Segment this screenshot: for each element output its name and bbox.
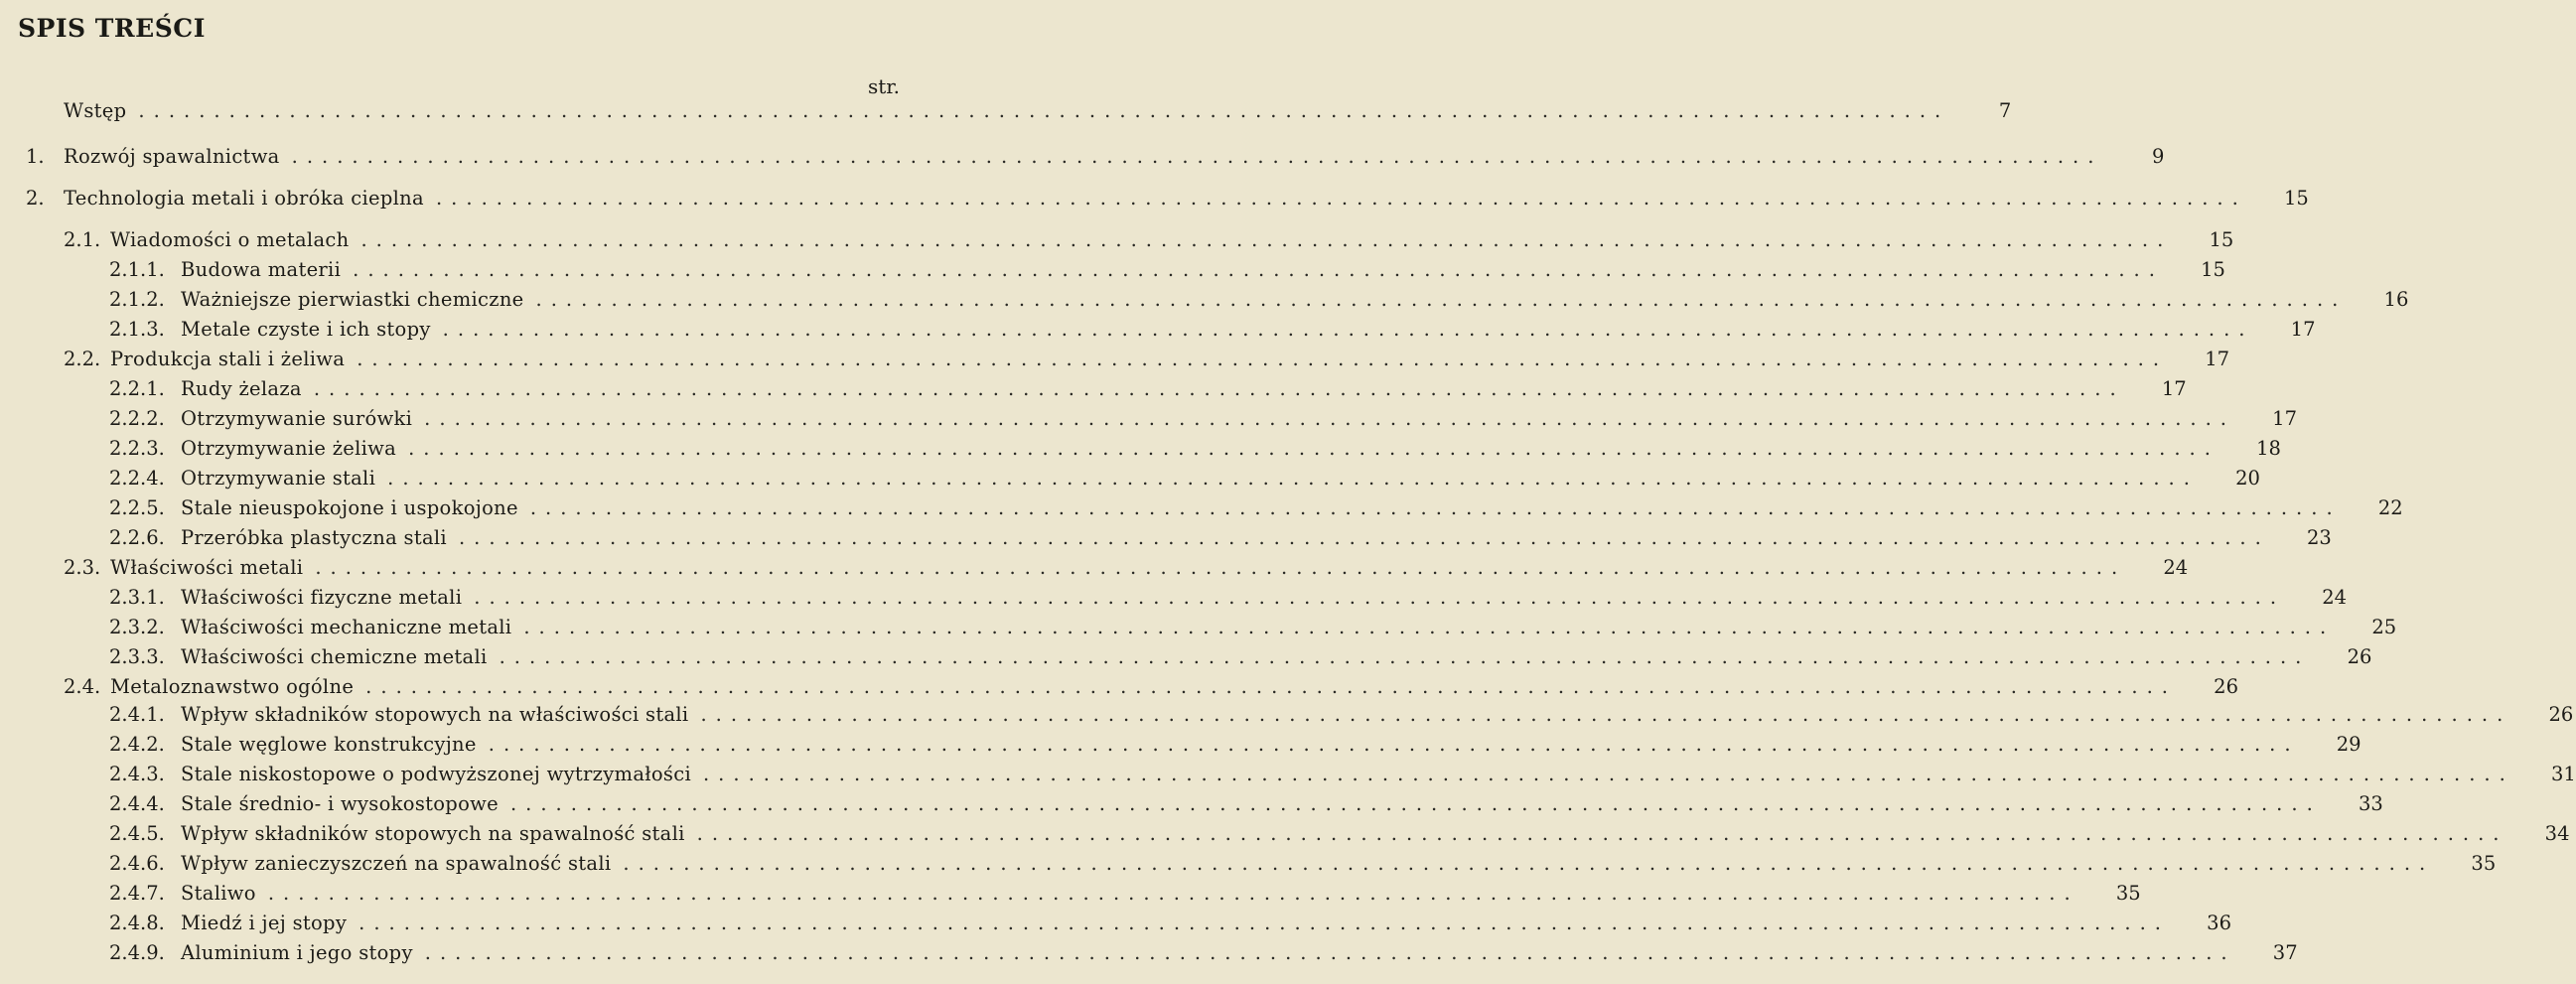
toc-entry <box>0 465 2260 492</box>
toc-entry-number: 2.4.9. <box>109 941 165 964</box>
dot-leader: ........................................................................................................................ <box>529 496 2342 519</box>
toc-entry <box>0 584 2348 612</box>
toc-entry-page: 17 <box>2205 348 2230 370</box>
toc-entry-page: 7 <box>1998 99 2012 122</box>
dot-leader: ........................................................................................................................ <box>435 187 2247 210</box>
toc-entry <box>0 761 2576 788</box>
dot-leader: ........................................................................................................................ <box>315 556 2127 579</box>
toc-entry-title: Wpływ składników stopowych na właściwości stali <box>181 703 689 726</box>
toc-entry-title: Właściwości chemiczne metali <box>181 645 488 668</box>
toc-entry-number: 2.2.2. <box>109 407 165 430</box>
toc-entry-page: 17 <box>2161 377 2187 400</box>
toc-entry <box>0 375 2187 403</box>
dot-leader: ........................................................................................................................ <box>523 616 2336 638</box>
toc-entry-number: 2.2.5. <box>109 496 165 519</box>
toc-entry <box>0 316 2316 344</box>
toc-entry-page: 36 <box>2207 912 2231 934</box>
toc-entry-page: 35 <box>2115 882 2141 905</box>
toc-entry <box>0 286 2409 314</box>
dot-leader: ........................................................................................................................ <box>488 733 2300 756</box>
toc-entry <box>0 97 2012 125</box>
toc-entry-number: 2.4.7. <box>109 882 165 905</box>
toc-entry <box>0 790 2383 818</box>
toc-entry-number: 2. <box>26 187 45 210</box>
dot-leader: ........................................................................................................................ <box>353 258 2164 281</box>
toc-entry-number: 2.2.4. <box>109 467 165 490</box>
dot-leader: ........................................................................................................................ <box>360 228 2173 251</box>
toc-entry <box>0 731 2361 759</box>
toc-entry <box>0 256 2225 284</box>
toc-entry-page: 25 <box>2371 616 2397 638</box>
page-title: SPIS TREŚCI <box>18 14 206 43</box>
toc-entry <box>0 143 2165 171</box>
toc-entry-title: Wpływ składników stopowych na spawalność stali <box>181 822 685 845</box>
dot-leader: ........................................................................................................................ <box>424 941 2236 964</box>
toc-entry-title: Miedź i jej stopy <box>181 912 348 934</box>
dot-leader: ........................................................................................................................ <box>499 645 2311 668</box>
toc-entry <box>0 554 2189 582</box>
toc-entry-number: 2.2.3. <box>109 437 165 460</box>
toc-entry-number: 2.3. <box>64 556 101 579</box>
toc-entry-number: 2.4.6. <box>109 852 165 875</box>
toc-entry <box>0 673 2238 701</box>
dot-leader: ........................................................................................................................ <box>358 912 2170 934</box>
dot-leader: ........................................................................................................................ <box>408 437 2219 460</box>
toc-entry-number: 2.1.1. <box>109 258 165 281</box>
toc-entry-page: 18 <box>2256 437 2281 460</box>
toc-entry <box>0 226 2234 254</box>
toc-entry-title: Metale czyste i ich stopy <box>181 318 431 341</box>
toc-entry-number: 2.4.2. <box>109 733 165 756</box>
toc-entry-title: Wstęp <box>64 99 127 122</box>
toc-entry <box>0 880 2141 908</box>
toc-entry-page: 26 <box>2548 703 2574 726</box>
toc-entry-title: Wpływ zanieczyszczeń na spawalność stali <box>181 852 612 875</box>
toc-entry-number: 2.3.1. <box>109 586 165 609</box>
toc-entry-number: 2.2.1. <box>109 377 165 400</box>
toc-entry <box>0 614 2397 641</box>
toc-entry-page: 20 <box>2235 467 2260 490</box>
toc-entry-page: 37 <box>2272 941 2298 964</box>
toc-entry-title: Otrzymywanie surówki <box>181 407 413 430</box>
toc-entry <box>0 494 2403 522</box>
toc-entry-title: Rudy żelaza <box>181 377 302 400</box>
toc-entry-page: 33 <box>2358 792 2383 815</box>
dot-leader: ........................................................................................................................ <box>700 703 2512 726</box>
toc-entry-page: 34 <box>2544 822 2570 845</box>
toc-entry-page: 26 <box>2214 675 2238 698</box>
toc-entry-title: Właściwości metali <box>110 556 304 579</box>
toc-entry-title: Produkcja stali i żeliwa <box>110 348 346 370</box>
toc-entry-title: Wiadomości o metalach <box>110 228 350 251</box>
toc-entry <box>0 405 2297 433</box>
toc-entry-page: 24 <box>2163 556 2189 579</box>
toc-entry-title: Otrzymywanie żeliwa <box>181 437 397 460</box>
dot-leader: ........................................................................................................................ <box>424 407 2235 430</box>
toc-entry <box>0 910 2231 937</box>
dot-leader: ........................................................................................................................ <box>535 288 2348 311</box>
toc-entry-title: Metaloznawstwo ogólne <box>110 675 355 698</box>
toc-entry-page: 29 <box>2336 733 2361 756</box>
toc-entry-title: Technologia metali i obróka cieplna <box>64 187 424 210</box>
toc-entry-page: 15 <box>2201 258 2225 281</box>
toc-entry-title: Rozwój spawalnictwa <box>64 145 280 168</box>
toc-entry <box>0 820 2570 848</box>
toc-entry-title: Ważniejsze pierwiastki chemiczne <box>181 288 524 311</box>
toc-entry-number: 2.4.1. <box>109 703 165 726</box>
dot-leader: ........................................................................................................................ <box>442 318 2254 341</box>
toc-entry-number: 2.2.6. <box>109 526 165 549</box>
toc-entry-title: Właściwości mechaniczne metali <box>181 616 512 638</box>
toc-entry-title: Stale niskostopowe o podwyższonej wytrzymałości <box>181 763 691 785</box>
page-column-label: str. <box>867 74 900 98</box>
toc-entry-title: Budowa materii <box>181 258 342 281</box>
toc-entry-number: 2.4.3. <box>109 763 165 785</box>
toc-entry-number: 2.4.4. <box>109 792 165 815</box>
dot-leader: ........................................................................................................................ <box>509 792 2322 815</box>
toc-entry-page: 17 <box>2272 407 2297 430</box>
dot-leader: ........................................................................................................................ <box>267 882 2079 905</box>
toc-entry-page: 31 <box>2550 763 2576 785</box>
toc-entry-page: 15 <box>2209 228 2234 251</box>
toc-entry-number: 2.1.3. <box>109 318 165 341</box>
toc-entry-number: 1. <box>26 145 45 168</box>
toc-entry-title: Przeróbka plastyczna stali <box>181 526 447 549</box>
toc-entry-title: Staliwo <box>181 882 256 905</box>
toc-entry-page: 24 <box>2322 586 2348 609</box>
dot-leader: ........................................................................................................................ <box>623 852 2435 875</box>
toc-entry-number: 2.4.5. <box>109 822 165 845</box>
dot-leader: ........................................................................................................................ <box>702 763 2514 785</box>
toc-entry <box>0 701 2574 729</box>
toc-entry-title: Aluminium i jego stopy <box>181 941 413 964</box>
toc-entry <box>0 850 2497 878</box>
toc-entry <box>0 185 2309 212</box>
toc-entry-number: 2.4.8. <box>109 912 165 934</box>
dot-leader: ........................................................................................................................ <box>474 586 2286 609</box>
toc-entry-title: Stale węglowe konstrukcyjne <box>181 733 477 756</box>
dot-leader: ........................................................................................................................ <box>365 675 2177 698</box>
toc-entry-page: 35 <box>2471 852 2497 875</box>
toc-entry-number: 2.3.3. <box>109 645 165 668</box>
toc-entry-page: 26 <box>2347 645 2372 668</box>
toc-entry-page: 16 <box>2383 288 2409 311</box>
toc-entry-number: 2.1.2. <box>109 288 165 311</box>
dot-leader: ........................................................................................................................ <box>696 822 2508 845</box>
toc-entry <box>0 524 2332 552</box>
toc-entry-title: Stale średnio- i wysokostopowe <box>181 792 499 815</box>
toc-entry-page: 22 <box>2377 496 2403 519</box>
dot-leader: ........................................................................................................................ <box>357 348 2169 370</box>
toc-entry-number: 2.3.2. <box>109 616 165 638</box>
dot-leader: ........................................................................................................................ <box>313 377 2125 400</box>
toc-entry-page: 15 <box>2283 187 2309 210</box>
dot-leader: ........................................................................................................................ <box>291 145 2103 168</box>
toc-entry-title: Właściwości fizyczne metali <box>181 586 463 609</box>
toc-entry <box>0 643 2372 671</box>
toc-entry <box>0 435 2281 463</box>
dot-leader: ........................................................................................................................ <box>458 526 2270 549</box>
toc-entry-title: Stale nieuspokojone i uspokojone <box>181 496 518 519</box>
toc-entry-number: 2.2. <box>64 348 101 370</box>
toc-entry-number: 2.4. <box>64 675 101 698</box>
toc-entry-title: Otrzymywanie stali <box>181 467 376 490</box>
toc-entry <box>0 939 2298 967</box>
dot-leader: ........................................................................................................................ <box>138 99 1950 122</box>
dot-leader: ........................................................................................................................ <box>387 467 2199 490</box>
toc-entry-page: 9 <box>2152 145 2165 168</box>
toc-entry-page: 23 <box>2306 526 2332 549</box>
toc-entry <box>0 346 2230 373</box>
toc-entry-page: 17 <box>2290 318 2316 341</box>
toc-entry-number: 2.1. <box>64 228 101 251</box>
